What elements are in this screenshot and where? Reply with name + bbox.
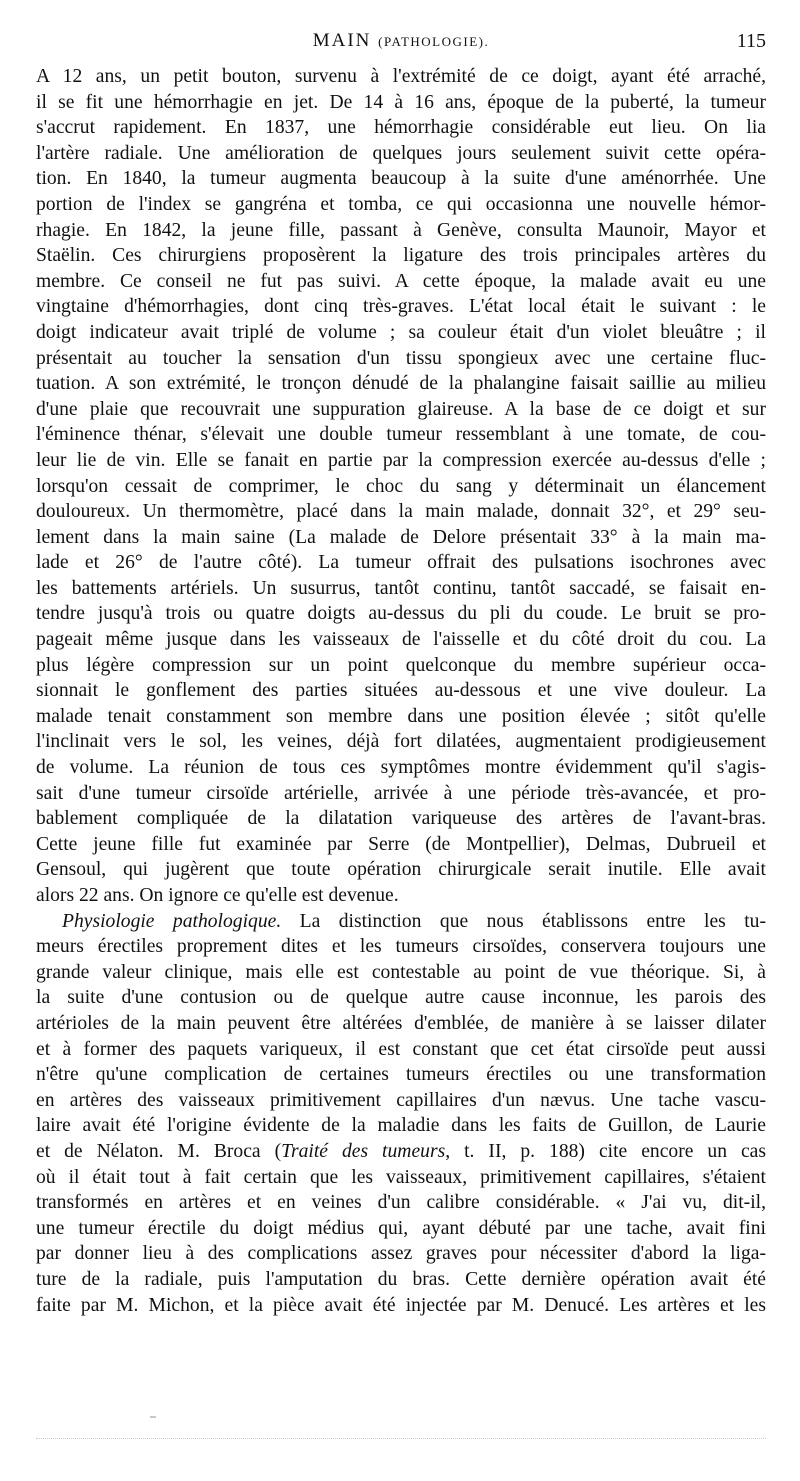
text-line (36, 909, 766, 935)
text-line: vingtaine d'hémorrhagies, dont cinq très-graves. L'état local était le suivant : le (36, 296, 766, 318)
text-line: lorsqu'on cessait de comprimer, le choc du sang y déterminait un élancement (36, 475, 766, 497)
running-title-main: MAIN (312, 30, 372, 51)
text-line: malade tenait constamment son membre dans une position élevée ; sitôt qu'elle (36, 705, 766, 727)
print-speck (150, 1416, 156, 1418)
text-line: membre. Ce conseil ne fut pas suivi. A cette époque, la malade avait eu une (36, 270, 766, 292)
text-line: présentait au toucher la sensation d'un tissu spongieux avec une certaine fluc- (36, 347, 766, 369)
body-text (36, 64, 766, 1318)
text-line: par donner lieu à des complications assez graves pour nécessiter d'abord la liga- (36, 1243, 766, 1265)
text-line: bablement compliquée de la dilatation variqueuse des artères de l'avant-bras. (36, 808, 766, 830)
text-line: portion de l'index se gangréna et tomba, ce qui occasionna une nouvelle hémor- (36, 193, 766, 215)
running-head (36, 26, 766, 60)
text-line: l'artère radiale. Une amélioration de quelques jours seulement suivit cette opéra- (36, 142, 766, 164)
text-line: laire avait été l'origine évidente de la maladie dans les faits de Guillon, de Laurie (36, 1115, 766, 1137)
text-line: tion. En 1840, la tumeur augmenta beaucoup à la suite d'une aménorrhée. Une (36, 168, 766, 190)
text-line: leur lie de vin. Elle se fanait en partie par la compression exercée au-dessus d'elle ; (36, 449, 766, 471)
text-line: rhagie. En 1842, la jeune fille, passant à Genève, consulta Maunoir, Mayor et (36, 219, 766, 241)
text-line: l'éminence thénar, s'élevait une double tumeur ressemblant à une tomate, de cou- (36, 424, 766, 446)
text-line: tuation. A son extrémité, le tronçon dénudé de la phalangine faisait saillie au milieu (36, 373, 766, 395)
text-line: une tumeur érectile du doigt médius qui, ayant débuté par une tache, avait fini (36, 1217, 766, 1239)
text-line: de volume. La réunion de tous ces symptômes montre évidemment qu'il s'agis- (36, 757, 766, 779)
text-line: l'inclinait vers le sol, les veines, déjà fort dilatées, augmentaient prodigieusement (36, 731, 766, 753)
text-line-rest: La distinction que nous établissons entre les tu- (281, 910, 766, 932)
text-line: transformés en artères et en veines d'un calibre considérable. « J'ai vu, dit-il, (36, 1192, 766, 1214)
text-line: la suite d'une contusion ou de quelque autre cause inconnue, les parois des (36, 987, 766, 1009)
section-heading: Physiologie pathologique. (62, 910, 282, 932)
text-line: meurs érectiles proprement dites et les tumeurs cirsoïdes, conservera toujours une (36, 936, 766, 958)
citation-before: et de Nélaton. M. Broca ( (36, 1140, 282, 1162)
text-line: lement dans la main saine (La malade de Delore présentait 33° à la main ma- (36, 526, 766, 548)
text-line: n'être qu'une complication de certaines tumeurs érectiles ou une transformation (36, 1064, 766, 1086)
paragraph-lines-tail (36, 1165, 766, 1319)
text-line: tendre jusqu'à trois ou quatre doigts au-dessus du pli du coude. Le bruit se pro- (36, 603, 766, 625)
running-title (36, 30, 766, 52)
text-line: Gensoul, qui jugèrent que toute opération chirurgicale serait inutile. Elle avait (36, 859, 766, 881)
text-line: lade et 26° de l'autre côté). La tumeur offrait des pulsations isochrones avec (36, 552, 766, 574)
text-line: et à former des paquets variqueux, il est constant que cet état cirsoïde peut aussi (36, 1038, 766, 1060)
page-number: 115 (736, 30, 766, 52)
text-line: doigt indicateur avait triplé de volume ; sa couleur était d'un violet bleuâtre ; il (36, 321, 766, 343)
text-line: plus légère compression sur un point quelconque du membre supérieur occa- (36, 654, 766, 676)
text-line: pageait même jusque dans les vaisseaux de l'aisselle et du côté droit du cou. La (36, 629, 766, 651)
text-line: alors 22 ans. On ignore ce qu'elle est devenue. (36, 885, 399, 906)
text-line: il se fit une hémorrhagie en jet. De 14 à 16 ans, époque de la puberté, la tumeur (36, 91, 766, 113)
citation-after: , t. II, p. 188) cite encore un cas (445, 1140, 766, 1162)
text-line: grande valeur clinique, mais elle est contestable au point de vue théorique. Si, à (36, 961, 766, 983)
text-line: où il était tout à fait certain que les vaisseaux, primitivement capillaires, s'étaient (36, 1166, 766, 1188)
text-line: les battements artériels. Un susurrus, tantôt continu, tantôt saccadé, se faisait en- (36, 577, 766, 599)
text-line: Staëlin. Ces chirurgiens proposèrent la ligature des trois principales artères du (36, 245, 766, 267)
text-line-citation (36, 1139, 766, 1165)
text-line: artérioles de la main peuvent être altérées d'emblée, de manière à se laisser dilater (36, 1012, 766, 1034)
text-line: d'une plaie que recouvrait une suppuration glaireuse. A la base de ce doigt et sur (36, 398, 766, 420)
paragraph-lines (36, 934, 766, 1139)
text-line: sionnait le gonflement des parties situées au-dessous et une vive douleur. La (36, 680, 766, 702)
citation-title: Traité des tumeurs (281, 1140, 446, 1162)
text-line: faite par M. Michon, et la pièce avait été injectée par M. Denucé. Les artères et les (36, 1294, 766, 1316)
text-line: s'accrut rapidement. En 1837, une hémorrhagie considérable eut lieu. On lia (36, 117, 766, 139)
text-line: sait d'une tumeur cirsoïde artérielle, arrivée à une période très-avancée, et pro- (36, 782, 766, 804)
text-line: A 12 ans, un petit bouton, survenu à l'extrémité de ce doigt, ayant été arraché, (36, 66, 766, 87)
text-line: douloureux. Un thermomètre, placé dans la main malade, donnait 32°, et 29° seu- (36, 501, 766, 523)
text-line: en artères des vaisseaux primitivement capillaires d'un nævus. Une tache vascu- (36, 1089, 766, 1111)
text-line: ture de la radiale, puis l'amputation du bras. Cette dernière opération avait été (36, 1268, 766, 1290)
running-title-sub: (PATHOLOGIE). (378, 34, 490, 49)
paragraph-physiologie (36, 909, 766, 1319)
paragraph-case-report (36, 64, 766, 909)
text-line: Cette jeune fille fut examinée par Serre (de Montpellier), Delmas, Dubrueil et (36, 833, 766, 855)
footer-dotted-rule (36, 1438, 766, 1445)
